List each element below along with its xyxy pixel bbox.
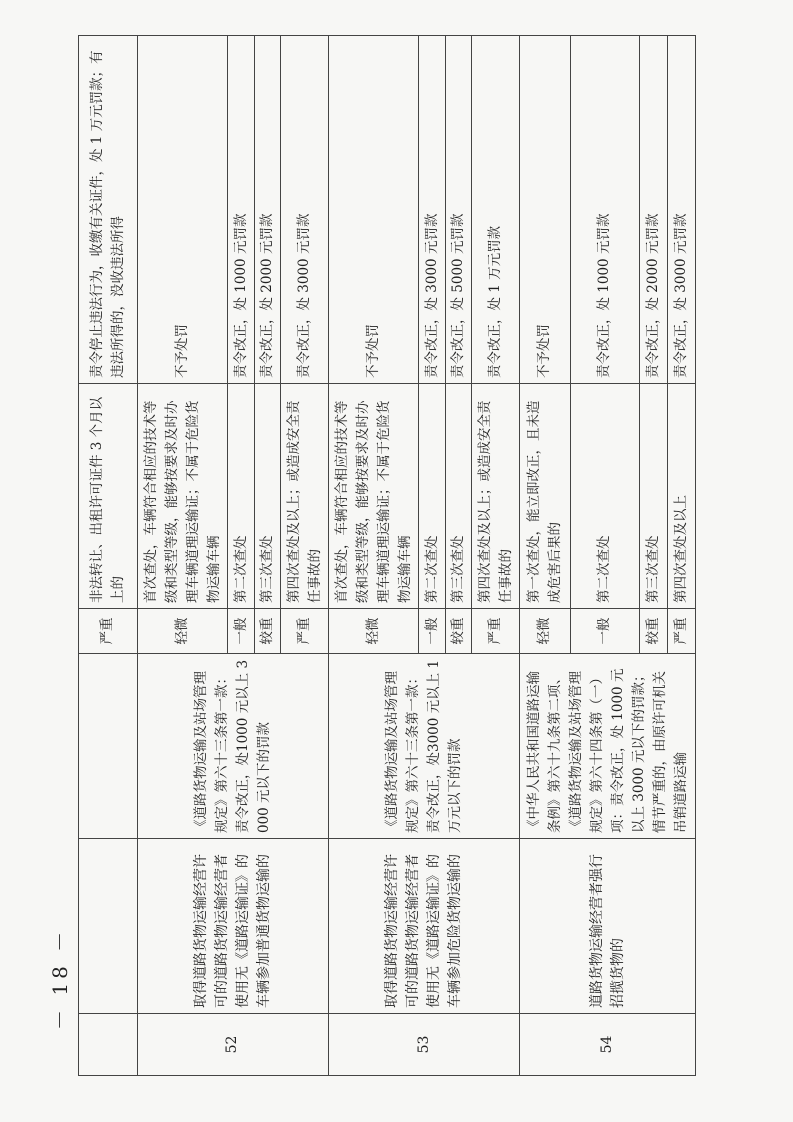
severity-level: 较重 [254, 609, 280, 654]
item-number: 52 [137, 1014, 328, 1076]
violation-title: 取得道路货物运输经营许可的道路货物运输经营者使用无《道路运输证》的车辆参加危险货物运输的 [329, 839, 520, 1014]
penalty: 责令改正，处 3000 元罚款 [419, 36, 445, 384]
circumstance: 首次查处，车辆符合相应的技术等级和类型等级，能够按要求及时办理车辆道理运输证；不属于危险货物运输车辆 [137, 384, 227, 609]
penalty: 责令改正，处 1000 元罚款 [570, 36, 639, 384]
table-row [520, 36, 571, 1076]
legal-basis: 《中华人民共和国道路运输条例》第六十九条第二项、《道路货物运输及站场管理规定》第六十四条第（一）项：责令改正，处 1000 元以上 3000 元以下的罚款；情节严重的，由原许可机关吊销道路运输 [520, 654, 696, 839]
penalty: 责令改正，处 1 万元罚款 [472, 36, 520, 384]
item-number: 53 [329, 1014, 520, 1076]
severity-level: 轻微 [137, 609, 227, 654]
circumstance: 第四次查处及以上；或造成安全责任事故的 [281, 384, 329, 609]
severity-level: 一般 [570, 609, 639, 654]
table-row [329, 36, 419, 1076]
circumstance: 第一次查处，能立即改正，且未造成危害后果的 [520, 384, 571, 609]
item-number: 54 [520, 1014, 696, 1076]
circumstance: 第三次查处 [639, 384, 667, 609]
violation-title [79, 839, 138, 1014]
circumstance: 首次查处，车辆符合相应的技术等级和类型等级，能够按要求及时办理车辆道理运输证；不属于危险货物运输车辆 [329, 384, 419, 609]
penalty: 责令改正，处 3000 元罚款 [667, 36, 695, 384]
penalty: 责令改正，处 3000 元罚款 [281, 36, 329, 384]
legal-basis: 《道路货物运输及站场管理规定》第六十三条第一款：责令改正，处1000 元以上 3000 元以下的罚款 [137, 654, 328, 839]
circumstance: 第二次查处 [228, 384, 254, 609]
table-row [137, 36, 227, 1076]
severity-level: 严重 [79, 609, 138, 654]
legal-basis [79, 654, 138, 839]
circumstance: 第三次查处 [254, 384, 280, 609]
severity-level: 严重 [472, 609, 520, 654]
penalty: 责令改正，处 5000 元罚款 [445, 36, 471, 384]
severity-level: 较重 [639, 609, 667, 654]
severity-level: 轻微 [329, 609, 419, 654]
circumstance: 第四次查处及以上；或造成安全责任事故的 [472, 384, 520, 609]
legal-basis: 《道路货物运输及站场管理规定》第六十三条第一款：责令改正，处3000 元以上 1 万元以下的罚款 [329, 654, 520, 839]
circumstance: 第四次查处及以上 [667, 384, 695, 609]
penalty: 责令改正，处 1000 元罚款 [228, 36, 254, 384]
circumstance: 第二次查处 [419, 384, 445, 609]
severity-level: 严重 [281, 609, 329, 654]
severity-level: 严重 [667, 609, 695, 654]
circumstance: 非法转让、出租许可证件 3 个月以上的 [79, 384, 138, 609]
penalty: 不予处罚 [137, 36, 227, 384]
penalty-standard-table [78, 35, 696, 1076]
severity-level: 较重 [445, 609, 471, 654]
penalty: 责令改正，处 2000 元罚款 [639, 36, 667, 384]
violation-title: 取得道路货物运输经营许可的道路货物运输经营者使用无《道路运输证》的车辆参加普通货物运输的 [137, 839, 328, 1014]
item-number [79, 1014, 138, 1076]
table-row [79, 36, 138, 1076]
circumstance: 第二次查处 [570, 384, 639, 609]
penalty: 不予处罚 [520, 36, 571, 384]
page-number: － 18 － [48, 927, 72, 1030]
severity-level: 一般 [419, 609, 445, 654]
circumstance: 第三次查处 [445, 384, 471, 609]
severity-level: 轻微 [520, 609, 571, 654]
rotated-table-frame [78, 36, 696, 1076]
penalty: 责令停止违法行为，收缴有关证件，处 1 万元罚款；有违法所得的，没收违法所得 [79, 36, 138, 384]
penalty: 责令改正，处 2000 元罚款 [254, 36, 280, 384]
severity-level: 一般 [228, 609, 254, 654]
penalty: 不予处罚 [329, 36, 419, 384]
violation-title: 道路货物运输经营者强行招揽货物的 [520, 839, 696, 1014]
